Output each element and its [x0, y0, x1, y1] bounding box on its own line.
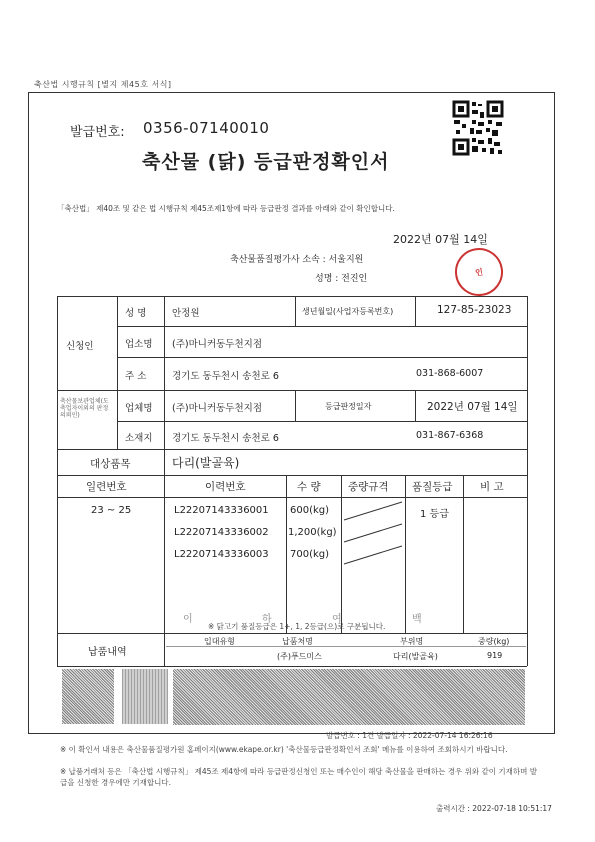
redacted-region — [62, 669, 114, 724]
footer-note-1: ※ 이 확인서 내용은 축산물품질평가원 홈페이지(www.ekape.or.kr) '축산물등급판정확인서 조회' 메뉴를 이용하여 조회하시기 바랍니다. — [60, 745, 508, 754]
location-label: 소재지 — [125, 433, 153, 444]
business-name: (주)마니커동두천지점 — [172, 339, 263, 350]
birth-label: 생년월일(사업자등록번호) — [302, 307, 394, 316]
assessor-line: 축산물품질평가사 소속 : 서울지원 — [230, 255, 364, 265]
delivery-part: 다리(발골육) — [393, 652, 438, 661]
table-row-qty: 600(kg) — [290, 505, 330, 516]
table-row-trace: L22207143336002 — [174, 527, 269, 538]
intro-text: 「축산법」 제40조 및 같은 법 시행규칙 제45조제1항에 따라 등급판정 결과를 아래와 같이 확인합니다. — [57, 204, 395, 213]
official-seal: 인 — [452, 245, 506, 299]
processor-section-label: 축산물보관업체(도축업자이외의 판정의뢰인) — [60, 398, 109, 419]
weight-spec-header: 중량규격 — [348, 481, 389, 493]
grade-date: 2022년 07월 14일 — [427, 401, 518, 413]
address-value: 경기도 동두천시 송천로 6 — [172, 371, 279, 382]
company-name: (주)마니커동두천지점 — [172, 403, 263, 414]
serial-range: 23 ~ 25 — [91, 505, 132, 516]
location-phone: 031-867-6368 — [416, 430, 484, 441]
issuance-date: 2022년 07월 14일 — [393, 233, 488, 246]
delivery-header: 부위명 — [400, 637, 424, 646]
weight-spec-slashes — [342, 498, 404, 568]
footer-note-2: ※ 납품거래처 등은 「축산법 시행규칙」 제45조 제4항에 따라 등급판정신청인 또는 매수인이 해당 축산물을 판매하는 경우 위와 같이 기재하며 발급을 신청한 경우에만 기재합니다. — [60, 767, 537, 787]
issue-number: 0356-07140010 — [143, 119, 270, 137]
blank-mark: 하 — [262, 614, 272, 625]
remarks-header: 비 고 — [480, 481, 504, 493]
qty-header: 수 량 — [297, 481, 321, 493]
delivery-label: 납품내역 — [88, 647, 127, 658]
quality-grade: 1 등급 — [420, 509, 449, 520]
product-label: 대상품목 — [90, 458, 131, 470]
table-row-qty: 700(kg) — [290, 549, 330, 560]
table-row-qty: 1,200(kg) — [288, 527, 337, 538]
serial-header: 일련번호 — [86, 481, 127, 493]
table-row-trace: L22207143336001 — [174, 505, 269, 516]
blank-mark: 이 — [183, 614, 193, 625]
qr-code-icon — [452, 100, 504, 156]
delivery-weight: 919 — [487, 651, 503, 660]
address-label: 주 소 — [125, 371, 147, 382]
blank-mark: 백 — [412, 614, 422, 625]
grade-header: 품질등급 — [412, 481, 453, 493]
issue-number-label: 발급번호: — [70, 125, 125, 140]
grade-note: ※ 닭고기 품질등급은 1+, 1, 2등급(으)로 구분됩니다. — [208, 622, 386, 631]
grade-date-label: 등급판정일자 — [325, 402, 372, 411]
blank-mark: 여 — [332, 614, 342, 625]
delivery-customer: (주)푸드미스 — [277, 652, 322, 661]
redacted-region — [122, 669, 168, 724]
signer-line: 성명 : 전진인 — [315, 274, 368, 284]
delivery-header: 중량(kg) — [478, 637, 510, 646]
table-row-trace: L22207143336003 — [174, 549, 269, 560]
applicant-phone: 031-868-6007 — [416, 368, 484, 379]
location-value: 경기도 동두천시 송천로 6 — [172, 433, 279, 444]
document-title: 축산물 (닭) 등급판정확인서 — [142, 151, 390, 173]
delivery-header: 입대유형 — [204, 637, 235, 646]
form-reference: 축산법 시행규칙 [별지 제45호 서식] — [34, 80, 172, 89]
delivery-header: 납품처명 — [282, 637, 313, 646]
trace-header: 이력번호 — [205, 481, 246, 493]
printed-timestamp: 출력시간 : 2022-07-18 10:51:17 — [436, 804, 552, 813]
applicant-section-label: 신청인 — [66, 341, 94, 352]
redacted-barcode — [173, 669, 525, 725]
company-label: 업체명 — [125, 403, 153, 414]
birth-value: 127-85-23023 — [437, 304, 512, 316]
issue-meta: 발급번호 : 1건 발급일자 : 2022-07-14 16:26:16 — [326, 731, 493, 740]
business-name-label: 업소명 — [125, 339, 153, 350]
applicant-name: 안정원 — [172, 308, 200, 319]
applicant-name-label: 성 명 — [125, 308, 147, 319]
product-value: 다리(발골육) — [172, 456, 240, 470]
